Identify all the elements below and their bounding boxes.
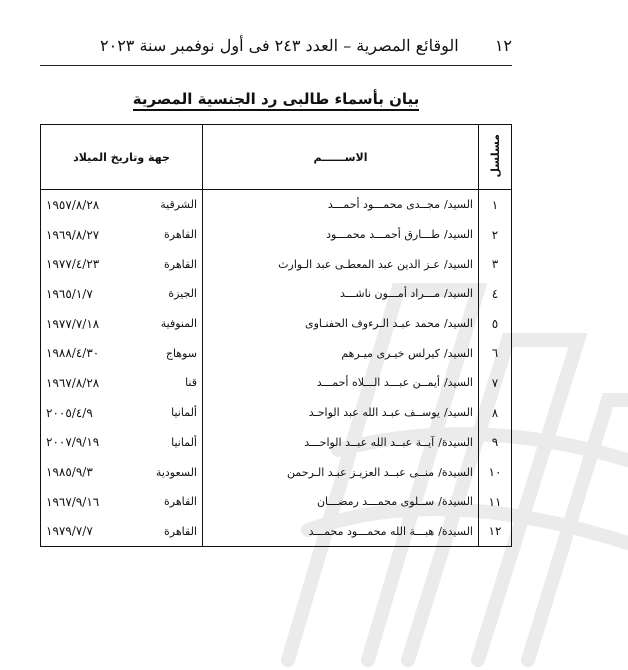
- row-serial: ١٠: [479, 457, 512, 487]
- row-origin-cell: [41, 517, 203, 547]
- row-origin-cell: [41, 457, 203, 487]
- row-name: عـز الدين عبد المعطـى عبد الـوارث: [278, 257, 440, 271]
- row-name-cell: [203, 428, 479, 458]
- row-name-cell: [203, 368, 479, 398]
- row-name: آيــة عبــد الله عبــد الواحـــد: [304, 435, 435, 449]
- row-serial: ٨: [479, 398, 512, 428]
- row-name: طـــارق أحمـــد محمـــود: [326, 228, 440, 242]
- row-origin-cell: [41, 338, 203, 368]
- row-birthplace: الجيزة: [168, 287, 197, 301]
- row-title: السيد/: [443, 257, 473, 271]
- row-birthplace: الشرقية: [160, 198, 197, 212]
- row-birthplace: القاهرة: [164, 228, 197, 242]
- row-name-cell: [203, 220, 479, 250]
- row-name-cell: [203, 338, 479, 368]
- row-birthplace: سوهاج: [165, 346, 197, 360]
- row-birthdate: ١٩٦٧/٨/٢٨: [46, 375, 100, 390]
- row-title: السيد/: [443, 406, 473, 420]
- row-name: مـــراد أمـــون ناشـــد: [339, 287, 440, 301]
- row-serial: ٤: [479, 279, 512, 309]
- row-birthdate: ١٩٧٩/٧/٧: [46, 524, 93, 539]
- row-birthdate: ٢٠٠٧/٩/١٩: [46, 435, 100, 450]
- row-birthdate: ١٩٦٥/١/٧: [46, 286, 93, 301]
- row-serial: ٧: [479, 368, 512, 398]
- row-birthdate: ١٩٨٥/٩/٣: [46, 465, 93, 480]
- row-name-cell: [203, 309, 479, 339]
- page-number: ١٢: [494, 36, 512, 55]
- row-birthplace: المنوفية: [160, 317, 197, 331]
- table-row: [41, 368, 512, 398]
- applicants-table: [40, 124, 512, 547]
- table-header-row: [41, 125, 512, 190]
- row-name: هبـــة الله محمـــود محمـــد: [308, 524, 435, 538]
- row-birthdate: ١٩٧٧/٧/١٨: [46, 316, 100, 331]
- row-title: السيد/: [443, 198, 473, 212]
- row-serial: ٥: [479, 309, 512, 339]
- row-name-cell: [203, 398, 479, 428]
- row-origin-cell: [41, 249, 203, 279]
- table-row: [41, 338, 512, 368]
- row-origin-cell: [41, 279, 203, 309]
- table-row: [41, 457, 512, 487]
- header-serial-label: مسلسل: [488, 133, 502, 178]
- row-title: السيد/: [443, 287, 473, 301]
- row-origin-cell: [41, 368, 203, 398]
- row-birthdate: ١٩٥٧/٨/٢٨: [46, 197, 100, 212]
- table-row: [41, 249, 512, 279]
- running-header: [40, 32, 512, 58]
- table-row: [41, 428, 512, 458]
- row-title: السيدة/: [438, 495, 473, 509]
- row-title: السيد/: [443, 317, 473, 331]
- row-name: محمد عبـد الـرءوف الحفنـاوى: [304, 317, 440, 331]
- row-name: منــى عبــد العزيـز عبـد الـرحمن: [287, 465, 435, 479]
- row-name-cell: [203, 457, 479, 487]
- row-name-cell: [203, 249, 479, 279]
- row-serial: ١١: [479, 487, 512, 517]
- row-origin-cell: [41, 428, 203, 458]
- row-birthplace: القاهرة: [164, 524, 197, 538]
- row-title: السيد/: [443, 228, 473, 242]
- table-row: [41, 309, 512, 339]
- header-name: الاســــــم: [203, 125, 479, 190]
- row-title: السيدة/: [438, 435, 473, 449]
- row-name-cell: [203, 487, 479, 517]
- row-birthplace: ألمانيا: [171, 435, 197, 449]
- row-origin-cell: [41, 398, 203, 428]
- table-row: [41, 487, 512, 517]
- row-name: مجــدى محمـــود أحمـــد: [327, 198, 440, 212]
- row-serial: ٦: [479, 338, 512, 368]
- row-origin-cell: [41, 190, 203, 220]
- row-name-cell: [203, 279, 479, 309]
- row-name: يوســف عبـد الله عبد الواحـد: [308, 406, 440, 420]
- row-birthplace: السعودية: [155, 465, 197, 479]
- issue-line: الوقائع المصرية – العدد ٢٤٣ فى أول نوفمبر سنة ٢٠٢٣: [100, 36, 459, 55]
- table-row: [41, 190, 512, 220]
- row-name: ســلوى محمـــد رمضـــان: [316, 495, 435, 509]
- row-title: السيدة/: [438, 465, 473, 479]
- header-origin-dob: جهة وتاريخ الميلاد: [41, 125, 203, 190]
- row-serial: ٢: [479, 220, 512, 250]
- document-title: [40, 90, 512, 108]
- row-birthplace: ألمانيا: [171, 406, 197, 420]
- row-birthdate: ١٩٧٧/٤/٢٣: [46, 257, 100, 272]
- row-birthplace: القاهرة: [164, 257, 197, 271]
- table-row: [41, 517, 512, 547]
- row-birthplace: القاهرة: [164, 495, 197, 509]
- table-row: [41, 279, 512, 309]
- row-title: السيد/: [443, 346, 473, 360]
- row-name: كيرلس خيـرى ميـرهم: [341, 346, 440, 360]
- document-title-text: بيان بأسماء طالبى رد الجنسية المصرية: [133, 90, 420, 111]
- header-serial: [479, 125, 512, 190]
- table-row: [41, 220, 512, 250]
- row-origin-cell: [41, 309, 203, 339]
- row-serial: ٣: [479, 249, 512, 279]
- row-origin-cell: [41, 220, 203, 250]
- row-birthdate: ٢٠٠٥/٤/٩: [46, 405, 93, 420]
- row-birthdate: ١٩٨٨/٤/٣٠: [46, 346, 100, 361]
- row-birthdate: ١٩٦٩/٨/٢٧: [46, 227, 100, 242]
- row-serial: ١: [479, 190, 512, 220]
- row-birthplace: قنا: [185, 376, 197, 390]
- row-name-cell: [203, 517, 479, 547]
- row-title: السيد/: [443, 376, 473, 390]
- row-birthdate: ١٩٦٧/٩/١٦: [46, 494, 100, 509]
- row-name: أيمــن عبـــد الـــلاه أحمـــد: [316, 376, 440, 390]
- row-origin-cell: [41, 487, 203, 517]
- row-title: السيدة/: [438, 524, 473, 538]
- row-serial: ١٢: [479, 517, 512, 547]
- header-rule: [40, 65, 512, 66]
- row-serial: ٩: [479, 428, 512, 458]
- row-name-cell: [203, 190, 479, 220]
- table-row: [41, 398, 512, 428]
